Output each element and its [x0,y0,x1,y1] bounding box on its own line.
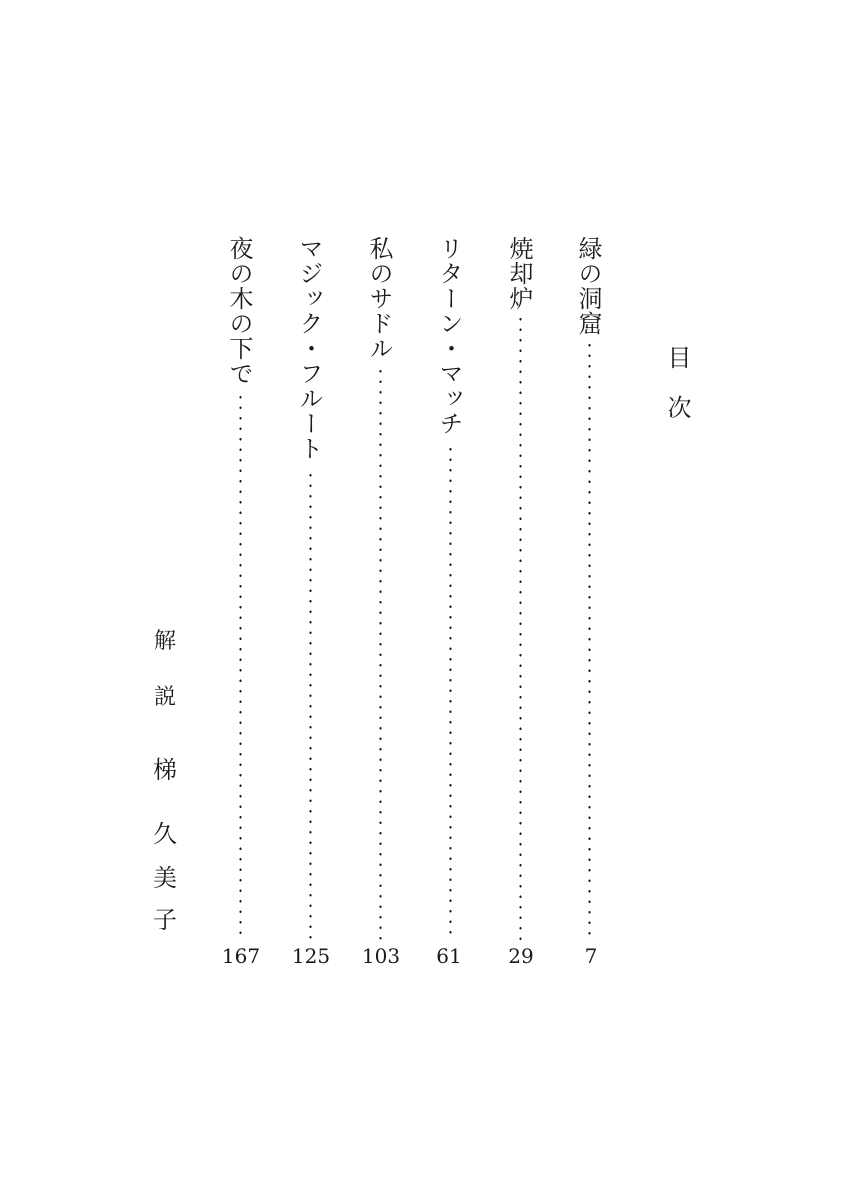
commentary-author-char: 美 [153,864,177,892]
toc-entry-page[interactable]: 103 [361,944,401,968]
toc-entry-title[interactable]: 私のサドル [365,236,393,361]
dot-leader [309,470,312,940]
commentary-author-char: 久 [153,820,177,848]
commentary-label-char: 解 [153,629,176,654]
toc-heading: 目次 [663,345,691,445]
dot-leader [449,444,452,940]
toc-entry-title[interactable]: マジック・フルート [295,236,323,461]
dot-leader [379,366,382,940]
dot-leader [588,340,591,940]
commentary-author-char: 子 [153,906,177,934]
toc-entry-page[interactable]: 7 [584,944,598,968]
commentary-author-char: 梯 [153,756,177,784]
toc-entry-page[interactable]: 167 [221,944,261,968]
toc-entry-title[interactable]: リターン・マッチ [435,236,463,436]
toc-entry-title[interactable]: 夜の木の下で [225,236,253,386]
commentary-label-char: 説 [153,685,176,710]
toc-entry-page[interactable]: 125 [291,944,331,968]
dot-leader [239,392,242,940]
toc-entry-page[interactable]: 61 [436,944,462,968]
dot-leader [519,314,522,940]
toc-entry-page[interactable]: 29 [508,944,534,968]
toc-entry-title[interactable]: 緑の洞窟 [574,236,602,336]
toc-entry-title[interactable]: 焼却炉 [505,236,533,311]
